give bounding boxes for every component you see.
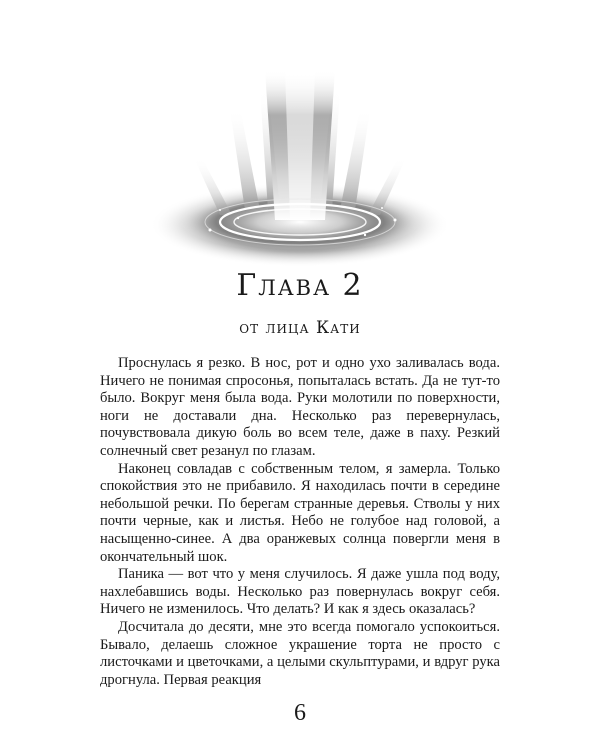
chapter-body — [100, 355, 500, 689]
paragraph: Проснулась я резко. В нос, рот и одно ухо заливалась вода. Ничего не понимая спросонья, попыталась встать. Да не тут-то было. Вокруг меня была вода. Руки молотили по поверхности, ноги не доставали дна. Несколько раз перевернулась, почувствовала дикую боль во всем теле, даже в паху. Резкий солнечный свет резанул по глазам. — [100, 355, 500, 459]
paragraph: Паника — вот что у меня случилось. Я даже ушла под воду, нахлебавшись воды. Несколько раз повернулась вокруг себя. Ничего не изменилось. Что делать? И как я здесь оказалась? — [100, 566, 500, 618]
paragraph: Досчитала до десяти, мне это всегда помогало успокоиться. Бывало, делаешь сложное украшение торта не просто с листочками и цветочками, а целыми скульптурами, и вдруг рука дрогнула. Первая реакция — [100, 618, 500, 688]
paragraph: Наконец совладав с собственным телом, я замерла. Только спокойствия это не прибавило. Я находилась почти в середине небольшой речки. По берегам странные деревья. Стволы у них почти черные, как и листья. Небо не голубое над головой, а насыщенно-синее. А два оранжевых солнца повергли меня в окончательный шок. — [100, 460, 500, 565]
chapter-title: Глава 2 — [236, 268, 364, 303]
portal-light-icon — [150, 70, 450, 270]
page-number: 6 — [294, 700, 306, 726]
chapter-subtitle: от лица Кати — [239, 318, 361, 338]
